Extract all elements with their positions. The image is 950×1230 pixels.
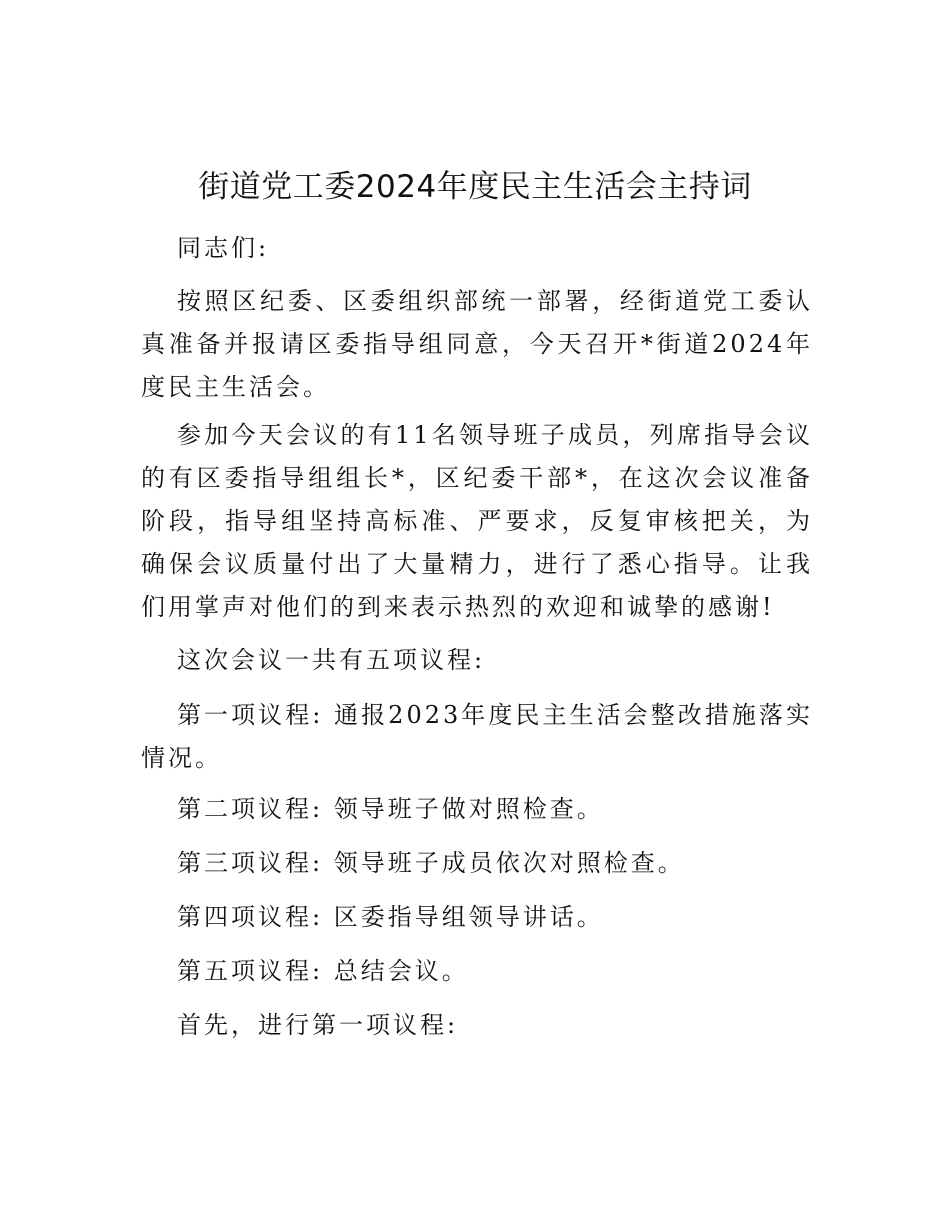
agenda-item-2: 第二项议程: 领导班子做对照检查。 (177, 795, 604, 823)
agenda-item-4: 第四项议程: 区委指导组领导讲话。 (177, 903, 604, 931)
agenda-item-1: 第一项议程: 通报2023年度民主生活会整改措施落实情况。 (141, 701, 813, 772)
document-title: 街道党工委2024年度民主生活会主持词 (198, 169, 752, 205)
intro-paragraph: 按照区纪委、区委组织部统一部署，经街道党工委认真准备并报请区委指导组同意，今天召开*街道2024年度民主生活会。 (141, 287, 813, 401)
agenda-item-3: 第三项议程: 领导班子成员依次对照检查。 (177, 849, 685, 877)
agenda-intro-paragraph: 这次会议一共有五项议程: (177, 646, 486, 674)
attendees-paragraph: 参加今天会议的有11名领导班子成员，列席指导会议的有区委指导组组长*，区纪委干部*，在这次会议准备阶段，指导组坚持高标准、严要求，反复审核把关，为确保会议质量付出了大量精力，进行了悉心指导。让我们用掌声对他们的到来表示热烈的欢迎和诚挚的感谢! (141, 421, 813, 621)
agenda-item-5: 第五项议程: 总结会议。 (177, 957, 469, 985)
greeting-paragraph: 同志们: (177, 234, 270, 262)
first-agenda-start-paragraph: 首先，进行第一项议程: (177, 1011, 459, 1039)
